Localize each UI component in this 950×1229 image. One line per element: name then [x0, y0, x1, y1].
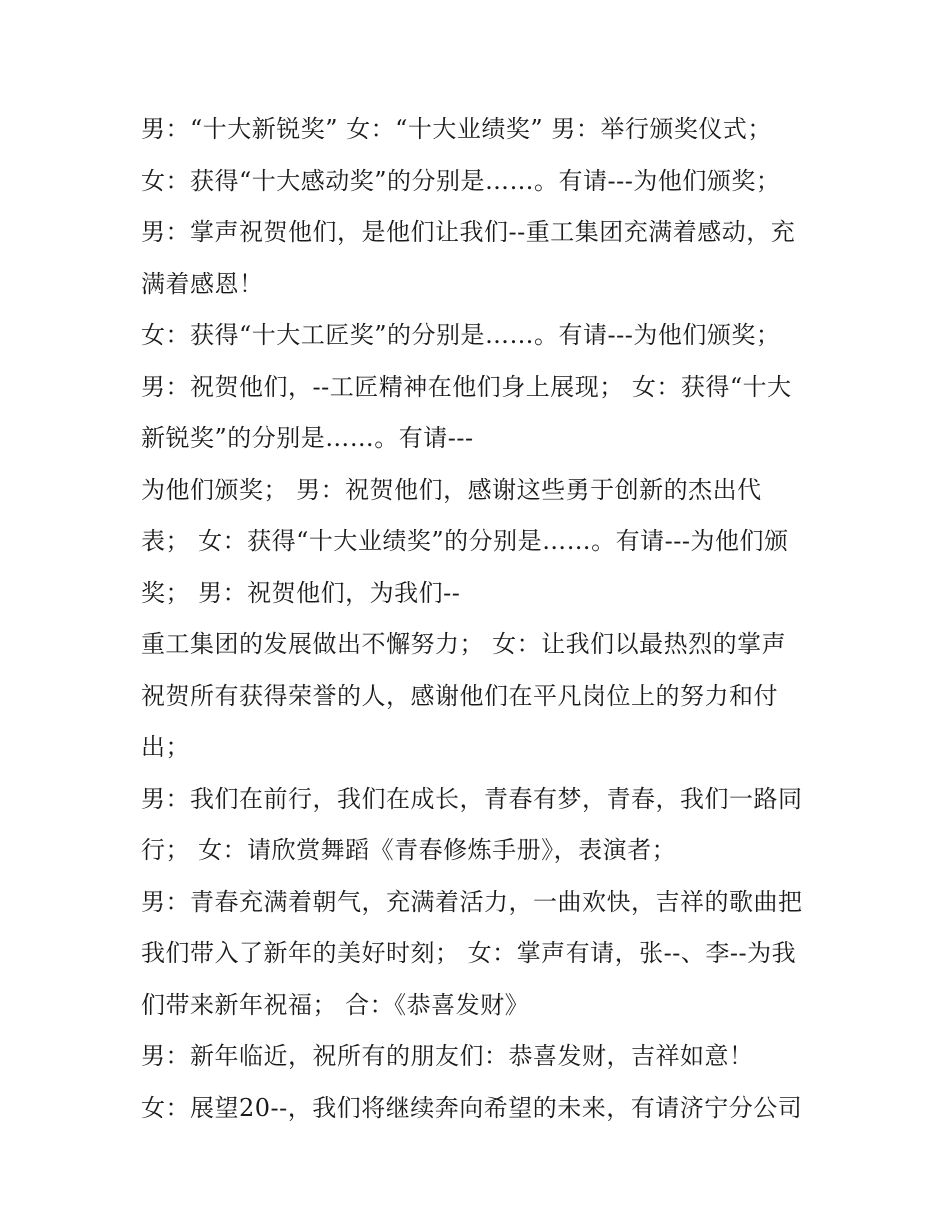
text-line-8: 为他们颁奖； 男：祝贺他们，感谢这些勇于创新的杰出代 [141, 475, 762, 504]
text-line-15: 行； 女：请欣赏舞蹈《青春修炼手册》，表演者； [141, 836, 677, 864]
text-line-3: 男：掌声祝贺他们，是他们让我们--重工集团充满着感动，充 [141, 218, 796, 246]
text-line-11: 重工集团的发展做出不懈努力； 女：让我们以最热烈的掌声 [141, 630, 787, 658]
text-line-19: 男：新年临近，祝所有的朋友们：恭喜发财，吉祥如意！ [141, 1042, 754, 1070]
text-line-18: 们带来新年祝福； 合：《恭喜发财》 [141, 990, 530, 1019]
text-line-17: 我们带入了新年的美好时刻； 女：掌声有请，张--、李--为我 [141, 939, 797, 967]
text-line-13: 出； [141, 733, 190, 761]
text-line-9: 表； 女：获得“十大业绩奖”的分别是……。有请---为他们颁 [141, 527, 789, 555]
text-line-12: 祝贺所有获得荣誉的人，感谢他们在平凡岗位上的努力和付 [141, 681, 778, 710]
text-line-10: 奖； 男：祝贺他们，为我们-- [141, 578, 461, 607]
script-text-block [141, 104, 831, 1134]
text-line-20: 女：展望20--，我们将继续奔向希望的未来，有请济宁分公司 [141, 1093, 803, 1122]
text-line-16: 男：青春充满着朝气，充满着活力，一曲欢快，吉祥的歌曲把 [141, 887, 803, 916]
text-line-2: 女：获得“十大感动奖”的分别是……。有请---为他们颁奖； [141, 166, 781, 195]
text-line-4: 满着感恩！ [141, 269, 264, 298]
text-line-5: 女：获得“十大工匠奖”的分别是……。有请---为他们颁奖； [141, 321, 781, 349]
text-line-14: 男：我们在前行，我们在成长，青春有梦，青春，我们一路同 [141, 784, 803, 813]
text-line-7: 新锐奖”的分别是……。有请--- [141, 424, 474, 452]
text-line-6: 男：祝贺他们，--工匠精神在他们身上展现； 女：获得“十大 [141, 372, 792, 401]
text-line-1: 男：“十大新锐奖” 女：“十大业绩奖” 男：举行颁奖仪式； [141, 115, 772, 143]
